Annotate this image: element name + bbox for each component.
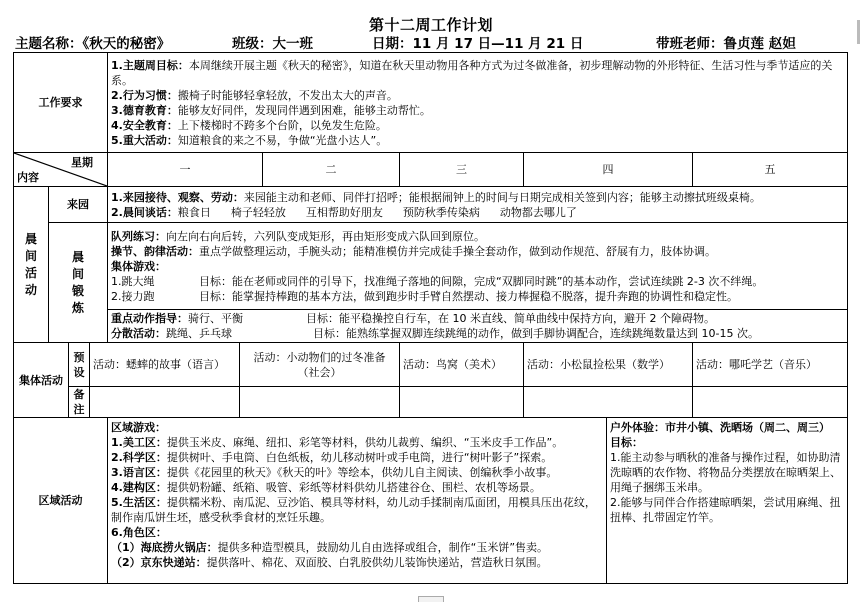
requirement-item: 2.行为习惯：搬椅子时能够轻拿轻放，不发出太大的声音。	[111, 88, 398, 102]
role-item-express: （2）京东快递站：提供落叶、棉花、双面胶、白乳胶供幼儿装饰快递站，营造秋日氛围。	[111, 556, 548, 569]
activity-monday: 活动：蟋蟀的故事（语言）	[90, 343, 240, 387]
group-games-title: 集体游戏：	[111, 259, 166, 273]
group-activity-label: 集体活动	[14, 343, 69, 418]
day-friday: 五	[693, 153, 848, 187]
day-tuesday: 二	[263, 153, 400, 187]
area-item-science: 2.科学区：提供树叶、手电筒、白色纸板，幼儿移动树叶或手电筒，进行“树叶影子”探索。	[111, 451, 553, 464]
exercise-label-cell	[49, 223, 108, 343]
morning-label: 晨间活动	[24, 231, 37, 297]
notes-tuesday	[240, 387, 400, 418]
role-item-hotpot: （1）海底捞火锅店：提供多种造型模具，鼓励幼儿自由选择或组合，制作“玉米饼”售卖。	[111, 541, 549, 554]
exercise-content-2	[108, 310, 848, 343]
outdoor-goal: 1.能主动参与晒秋的准备与操作过程，如协助清洗晾晒的农作物、将物品分类摆放在晾晒架上、用绳子捆绑玉米串。	[610, 451, 841, 494]
notes-wednesday	[400, 387, 524, 418]
notes-label: 备注	[69, 387, 90, 418]
corner-content: 内容	[17, 171, 39, 184]
talk-topic: 粮食日	[177, 205, 211, 219]
outdoor-goal: 2.能够与同伴合作搭建晾晒架，尝试用麻绳、扭扭棒、扎带固定竹竿。	[610, 496, 841, 524]
teacher-names: 带班老师：鲁贞莲 赵妲	[656, 36, 796, 52]
area-games	[108, 418, 607, 584]
gymnastics: 操节、韵律活动：重点学做整理运动，手腕头动；能精准模仿并完成徒手操全套动作，做到动作规范、舒展有力，肢体协调。	[111, 244, 716, 258]
split-activity: 分散活动：跳绳、乒乓球 目标：能熟练掌握双脚连续跳绳的动作，做到手脚协调配合，连续跳绳数量达到 10-15 次。	[111, 327, 759, 340]
talk-topic: 椅子轻轻放	[230, 205, 286, 219]
day-monday: 一	[108, 153, 263, 187]
activity-tuesday: 活动：小动物们的过冬准备（社会）	[240, 343, 400, 387]
exercise-row	[14, 223, 848, 310]
requirement-item: 3.德育教育：能够友好同伴，发现同伴遇到困难，能够主动帮忙。	[111, 103, 431, 117]
game-item: 2.接力跑 目标：能掌握持棒跑的基本方法，做到跑步时手臂自然摆动、接力棒握稳不脱落，提升奔跑的协调性和稳定性。	[111, 289, 738, 303]
area-activity-label: 区域活动	[14, 418, 108, 584]
area-games-title: 区域游戏：	[111, 421, 166, 434]
notes-thursday	[524, 387, 693, 418]
morning-talks: 2.晨间谈话：粮食日 椅子轻轻放 互相帮助好朋友 预防秋季传染病 动物都去哪儿了	[111, 205, 577, 219]
outdoor-title: 户外体验：市井小镇、洗晒场（周二、周三）	[610, 421, 830, 434]
exercise-label: 晨间锻炼	[71, 249, 84, 315]
requirement-item: 4.安全教育：上下楼梯时不跨多个台阶，以免发生危险。	[111, 118, 387, 132]
game-item: 1.跳大绳 目标：能在老师或同伴的引导下，找准绳子落地的间隙，完成“双脚同时跳”的基本动作，尝试连续跳 2-3 次不绊绳。	[111, 274, 764, 288]
area-item-building: 4.建构区：提供奶粉罐、纸箱、吸管、彩纸等材料供幼儿搭建谷仓、围栏、农机等场景。	[111, 481, 541, 494]
area-activity-row	[14, 418, 848, 584]
day-thursday: 四	[524, 153, 693, 187]
outdoor-goal-title: 目标：	[610, 436, 643, 449]
date-range: 日期：11 月 17 日—11 月 21 日	[372, 36, 584, 52]
scrollbar[interactable]	[857, 20, 860, 44]
requirement-item: 5.重大活动：知道粮食的来之不易，争做“光盘小达人”。	[111, 133, 388, 147]
class-name: 班级：大一班	[232, 36, 313, 52]
arrival-label: 来园	[49, 187, 108, 223]
outdoor-experience	[607, 418, 848, 584]
requirements-content	[108, 53, 848, 153]
talk-topic: 互相帮助好朋友	[305, 205, 383, 219]
activity-thursday: 活动：小松鼠捡松果（数学）	[524, 343, 693, 387]
talk-topic: 动物都去哪儿了	[499, 205, 577, 219]
weekly-plan-table	[13, 52, 848, 584]
notes-row	[14, 387, 848, 418]
area-item-life: 5.生活区：提供糯米粉、南瓜泥、豆沙馅、模具等材料，幼儿动手揉制南瓜面团，用模具压出花纹，制作南瓜饼生坯，感受秋季食材的烹饪乐趣。	[111, 496, 596, 524]
exercise-row-2	[14, 310, 848, 343]
arrival-content	[108, 187, 848, 223]
theme-name: 主题名称：《秋天的秘密》	[15, 36, 171, 52]
arrival-reception: 1.来园接待、观察、劳动：来园能主动和老师、同伴打招呼；能根据闹钟上的时间与日期完成相关签到内容；能够主动擦拭班级桌椅。	[111, 190, 761, 204]
notes-friday	[693, 387, 848, 418]
activity-friday: 活动：哪吒学艺（音乐）	[693, 343, 848, 387]
requirement-item: 1.主题周目标：本周继续开展主题《秋天的秘密》，知道在秋天里动物用各种方式为过冬做准备，初步理解动物的外形特征、生活习性与季节适应的关系。	[111, 58, 833, 87]
page-break-handle[interactable]	[418, 596, 444, 602]
area-item-language: 3.语言区：提供《花园里的秋天》《秋天的叶》等绘本，供幼儿自主阅读、创编秋季小故事。	[111, 466, 558, 479]
talk-topic: 预防秋季传染病	[402, 205, 480, 219]
requirements-label: 工作要求	[14, 53, 108, 153]
morning-label-cell	[14, 187, 49, 343]
arrival-row	[14, 187, 848, 223]
requirements-row	[14, 53, 848, 153]
page-title: 第十二周工作计划	[368, 16, 493, 34]
preset-label: 预设	[69, 343, 90, 387]
exercise-content	[108, 223, 848, 310]
weekday-header-row	[14, 153, 848, 187]
group-activity-row	[14, 343, 848, 387]
key-action: 重点动作指导：骑行、平衡 目标：能平稳操控自行车，在 10 米直线、简单曲线中保持方向，避开 2 个障碍物。	[111, 312, 715, 325]
activity-wednesday: 活动：鸟窝（美术）	[400, 343, 524, 387]
corner-cell	[14, 153, 108, 187]
corner-weekday: 星期	[71, 156, 93, 169]
role-area-title: 6.角色区：	[111, 526, 167, 539]
queue-drill: 队列练习：向左向右向后转，六列队变成矩形，再由矩形变成六队回到原位。	[111, 229, 485, 243]
notes-monday	[90, 387, 240, 418]
day-wednesday: 三	[400, 153, 524, 187]
area-item-art: 1.美工区：提供玉米皮、麻绳、纽扣、彩笔等材料，供幼儿裁剪、编织、“玉米皮手工作品”。	[111, 436, 564, 449]
